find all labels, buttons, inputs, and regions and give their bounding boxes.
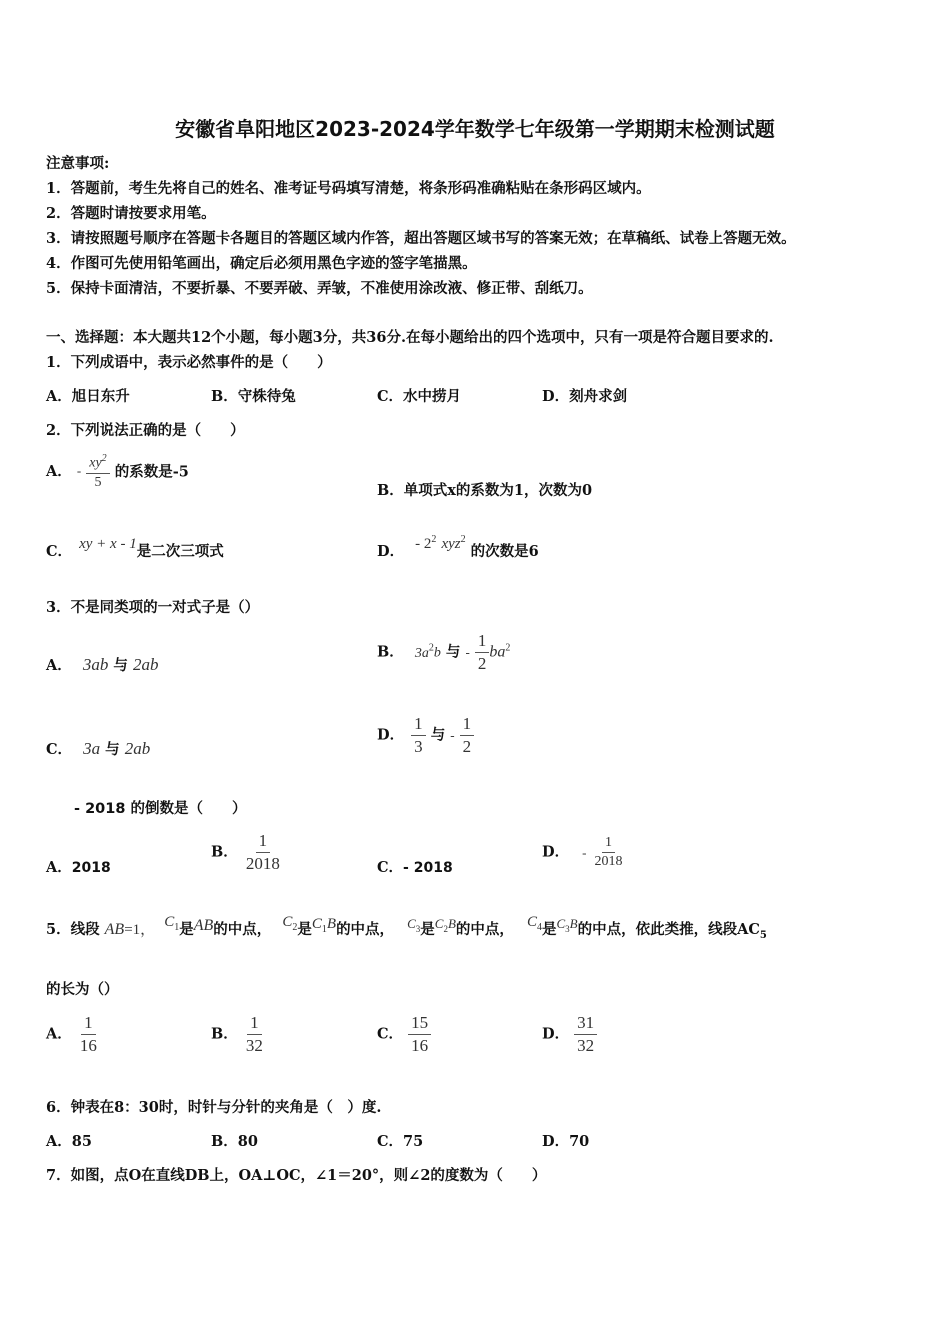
expression: 3ab	[82, 655, 109, 674]
expression: 2ab	[132, 655, 159, 674]
point-label: C	[311, 916, 322, 932]
subscript: 1	[321, 923, 327, 935]
question-6-stem: 6．钟表在8：30时，时针与分针的夹角是（ ）度.	[46, 1099, 382, 1116]
q6-option-b: B．80	[211, 1133, 258, 1150]
expression: 2ab	[124, 739, 151, 758]
q2-option-b: B．单项式x的系数为1，次数为0	[377, 482, 593, 499]
denominator: 2	[477, 654, 487, 673]
numerator: xy	[89, 455, 102, 471]
option-label: A．	[46, 859, 72, 876]
q4-option-d	[542, 834, 626, 871]
q4-option-a	[46, 856, 111, 877]
fraction	[592, 834, 626, 871]
q6-option-a: A．85	[46, 1133, 92, 1150]
option-label: A．	[46, 463, 72, 481]
q3-option-a	[46, 654, 158, 675]
exponent: 2	[431, 534, 437, 546]
stem-number: - 2018	[74, 801, 126, 817]
q1-option-d: D．刻舟求剑	[542, 388, 628, 405]
stem-text: 是	[179, 921, 194, 938]
subscript: 5	[759, 929, 767, 941]
stem-text: 的中点，	[213, 921, 272, 938]
option-value: - 2018	[403, 860, 453, 876]
stem-text: 的中点，	[455, 921, 514, 938]
question-4-stem	[46, 797, 247, 818]
numerator: 15	[408, 1012, 431, 1035]
expression: xy + x - 1	[79, 536, 137, 552]
q5-option-c	[377, 1012, 431, 1057]
fraction	[475, 630, 490, 675]
stem-text: 的倒数是（ ）	[130, 800, 247, 817]
subscript: 3	[565, 923, 570, 934]
denominator: 16	[411, 1036, 429, 1055]
denominator: 2018	[594, 854, 623, 869]
expression: xyz	[441, 536, 461, 552]
q5-option-a	[46, 1012, 100, 1057]
q1-option-a: A．旭日东升	[46, 388, 130, 405]
conjunction: 与	[445, 643, 461, 661]
expression: =1，	[124, 922, 156, 938]
q1-option-c: C．水中捞月	[377, 388, 462, 405]
stem-text: 是	[420, 921, 435, 938]
stem-text: 是	[297, 921, 312, 938]
numerator: 1	[460, 713, 475, 736]
conjunction: 与	[113, 657, 128, 674]
point-label: B	[569, 916, 578, 931]
stem-text: 5．线段	[46, 921, 100, 938]
question-7-stem: 7．如图，点O在直线DB上，OA⊥OC，∠1＝20°，则∠2的度数为（ ）	[46, 1167, 547, 1184]
question-1-stem: 1．下列成语中，表示必然事件的是（ ）	[46, 354, 332, 371]
denominator: 5	[94, 474, 102, 490]
fraction	[243, 830, 283, 875]
point-label: C	[556, 916, 566, 931]
option-label: D．	[542, 843, 570, 861]
fraction	[574, 1012, 597, 1057]
subscript: 1	[174, 921, 180, 933]
exponent: 2	[460, 534, 466, 546]
note-item: 1．答题前，考生先将自己的姓名、准考证号码填写清楚，将条形码准确粘贴在条形码区域内。	[46, 180, 651, 197]
fraction	[408, 1012, 431, 1057]
denominator: 2	[462, 737, 472, 756]
point-label: C	[164, 914, 175, 930]
expression: 3a	[83, 739, 101, 758]
denominator: 2018	[245, 854, 280, 873]
numerator: 1	[411, 713, 426, 736]
expression: b	[433, 645, 441, 661]
stem-text: 的中点，	[336, 921, 395, 938]
option-label: A．	[46, 657, 72, 674]
option-label: B．	[211, 843, 238, 861]
question-3-stem: 3．不是同类项的一对式子是（）	[46, 599, 260, 616]
fraction	[77, 1012, 100, 1057]
segment-label: AB	[104, 921, 125, 938]
fraction	[411, 713, 426, 758]
option-label: C．	[377, 859, 404, 876]
notes-heading: 注意事项:	[46, 155, 110, 172]
exponent: 2	[101, 453, 107, 464]
point-label: B	[326, 916, 337, 932]
q3-option-c	[46, 738, 150, 759]
note-item: 5．保持卡面清洁，不要折暴、不要弄破、弄皱，不准使用涂改液、修正带、刮纸刀。	[46, 280, 593, 297]
note-item: 4．作图可先使用铅笔画出，确定后必须用黑色字迹的签字笔描黑。	[46, 255, 477, 272]
expression: ba	[489, 643, 506, 661]
numerator: 31	[574, 1012, 597, 1035]
question-5-stem	[46, 914, 767, 941]
numerator: 1	[81, 1012, 96, 1035]
q5-option-d	[542, 1012, 597, 1057]
numerator: 1	[602, 834, 615, 853]
q2-option-a	[46, 450, 189, 492]
section-heading: 一、选择题：本大题共12个小题，每小题3分，共36分.在每小题给出的四个选项中，只有一项是符合题目要求的.	[46, 329, 774, 346]
option-label: D．	[542, 1025, 570, 1043]
option-text: 的系数是-5	[114, 463, 189, 481]
conjunction: 与	[105, 741, 120, 758]
q1-option-b: B．守株待兔	[211, 388, 296, 405]
expression: 3a	[414, 645, 429, 661]
point-label: C	[407, 916, 416, 931]
option-value: 2018	[71, 860, 111, 876]
point-label: C	[526, 914, 537, 930]
option-label: B．	[211, 1025, 238, 1043]
denominator: 16	[79, 1036, 97, 1055]
q6-option-c: C．75	[377, 1133, 424, 1150]
q6-option-d: D．70	[542, 1133, 590, 1150]
option-text: 是二次三项式	[136, 543, 224, 560]
question-2-stem: 2．下列说法正确的是（ ）	[46, 422, 245, 439]
option-label: A．	[46, 1025, 72, 1043]
q4-option-b	[211, 830, 283, 875]
option-text: 的次数是6	[470, 543, 539, 560]
fraction	[86, 450, 109, 492]
question-5-stem-line2: 的长为（）	[46, 981, 119, 998]
fraction	[460, 713, 475, 758]
denominator: 3	[414, 737, 423, 756]
page-title: 安徽省阜阳地区2023-2024学年数学七年级第一学期期末检测试题	[175, 117, 775, 141]
q3-option-d	[377, 713, 474, 758]
subscript: 2	[443, 923, 448, 934]
fraction	[243, 1012, 266, 1057]
q2-option-d	[377, 534, 539, 561]
stem-text: 是	[542, 921, 557, 938]
point-label: C	[282, 914, 293, 930]
subscript: 4	[537, 921, 542, 933]
numerator: 1	[247, 1012, 262, 1035]
note-item: 3．请按照题号顺序在答题卡各题目的答题区域内作答，超出答题区域书写的答案无效；在草稿纸、试卷上答题无效。	[46, 230, 796, 247]
minus-sign: -	[76, 462, 82, 478]
denominator: 32	[577, 1036, 595, 1055]
denominator: 32	[245, 1036, 263, 1055]
minus-sign: -	[465, 644, 470, 660]
numerator: 1	[256, 830, 271, 853]
option-label: C．	[46, 741, 73, 758]
exponent: 2	[428, 642, 434, 654]
point-label: B	[447, 916, 456, 931]
q4-option-c	[377, 856, 453, 877]
minus-sign: -	[582, 844, 587, 860]
conjunction: 与	[430, 726, 446, 744]
q2-option-c	[46, 536, 224, 561]
numerator: 1	[475, 630, 490, 653]
subscript: 2	[292, 921, 298, 933]
point-label: C	[434, 916, 444, 931]
minus-sign: -	[450, 727, 455, 743]
note-item: 2．答题时请按要求用笔。	[46, 205, 216, 222]
option-label: D．	[377, 543, 405, 560]
q5-option-b	[211, 1012, 266, 1057]
option-label: B．	[377, 643, 404, 661]
expression: - 2	[415, 536, 432, 552]
segment-label: AB	[193, 917, 214, 934]
option-label: D．	[377, 726, 405, 744]
option-label: C．	[46, 543, 73, 560]
subscript: 3	[415, 923, 421, 934]
option-label: C．	[377, 1025, 404, 1043]
stem-text: 的中点，依此类推，线段AC	[577, 921, 760, 938]
exponent: 2	[505, 642, 511, 654]
q3-option-b	[377, 630, 510, 675]
